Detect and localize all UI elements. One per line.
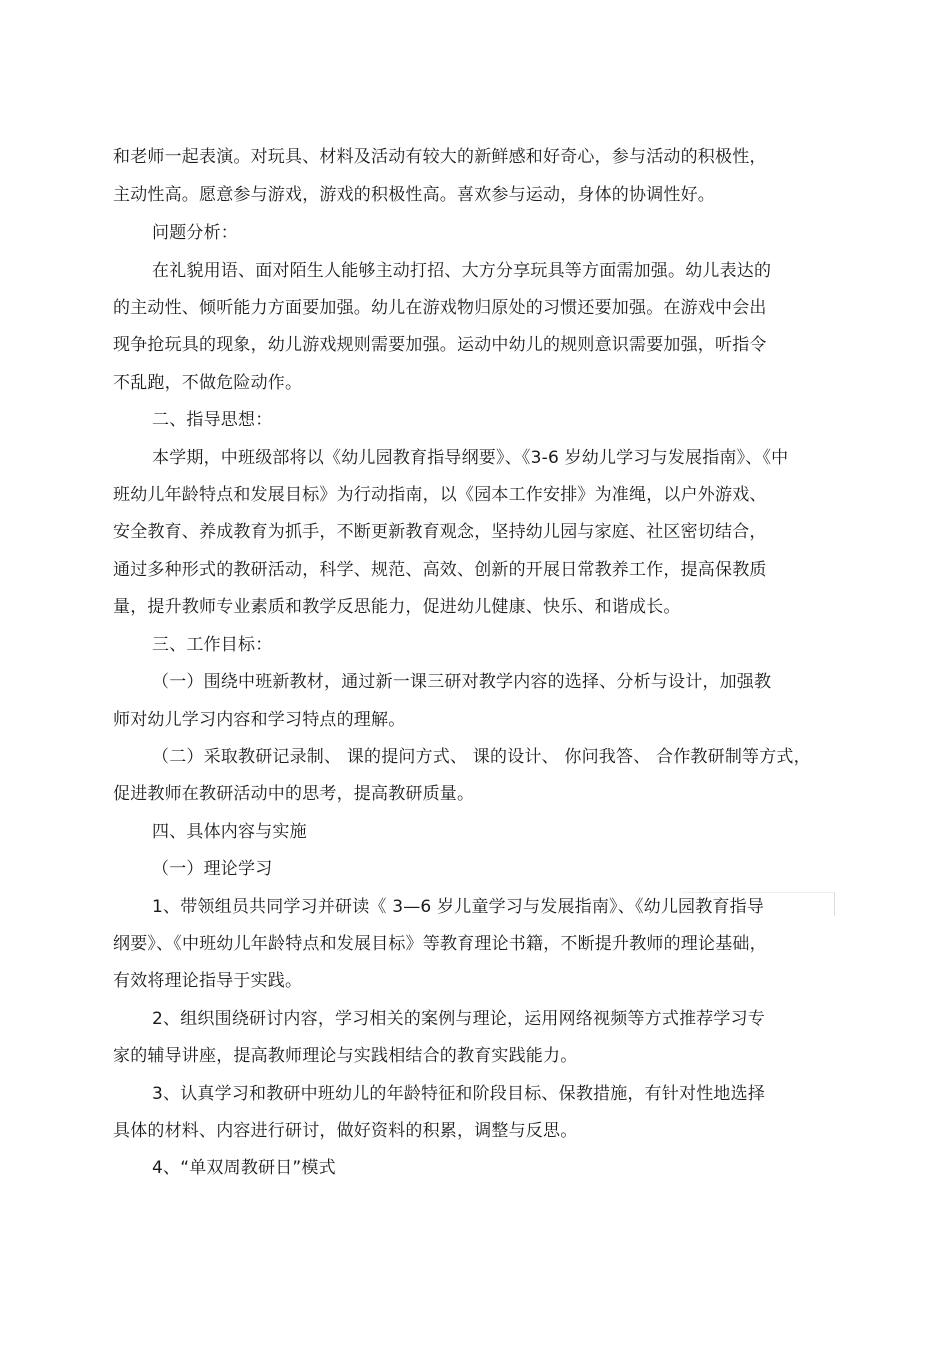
text-line: 通过多种形式的教研活动，科学、规范、高效、创新的开展日常教养工作，提高保教质 — [113, 560, 767, 580]
text-line: 1、带领组员共同学习并研读《 3—6 岁儿童学习与发展指南》、《幼儿园教育指导 — [152, 897, 765, 917]
text-line: 安全教育、养成教育为抓手，不断更新教育观念，坚持幼儿园与家庭、社区密切结合， — [113, 522, 767, 542]
text-line: 主动性高。愿意参与游戏，游戏的积极性高。喜欢参与运动，身体的协调性好。 — [113, 185, 715, 205]
text-line: 在礼貌用语、面对陌生人能够主动打招、大方分享玩具等方面需加强。幼儿表达的 — [152, 261, 772, 281]
text-line: 促进教师在教研活动中的思考，提高教研质量。 — [113, 784, 475, 804]
text-line: 本学期，中班级部将以《幼儿园教育指导纲要》、《3-6 岁幼儿学习与发展指南》、《中 — [152, 448, 789, 468]
text-line: （一）围绕中班新教材，通过新一课三研对教学内容的选择、分析与设计，加强教 — [152, 672, 772, 692]
text-line: 和老师一起表演。对玩具、材料及活动有较大的新鲜感和好奇心，参与活动的积极性， — [113, 147, 767, 167]
text-line: 4、“单双周教研日”模式 — [152, 1158, 336, 1178]
text-line: 纲要》、《中班幼儿年龄特点和发展目标》等教育理论书籍，不断提升教师的理论基础， — [113, 934, 767, 954]
text-line: 2、组织围绕研讨内容，学习相关的案例与理论，运用网络视频等方式推荐学习专 — [152, 1009, 766, 1029]
text-line: 量，提升教师专业素质和教学反思能力，促进幼儿健康、快乐、和谐成长。 — [113, 597, 681, 617]
text-line: 现争抢玩具的现象，幼儿游戏规则需要加强。运动中幼儿的规则意识需要加强，听指令 — [113, 335, 767, 355]
subsection-heading: （一）理论学习 — [152, 859, 273, 879]
text-line: 不乱跑，不做危险动作。 — [113, 373, 303, 393]
section-heading: 四、具体内容与实施 — [152, 822, 307, 842]
text-line: 3、认真学习和教研中班幼儿的年龄特征和阶段目标、保教措施，有针对性地选择 — [152, 1084, 766, 1104]
section-heading: 问题分析： — [152, 223, 238, 243]
text-line: 师对幼儿学习内容和学习特点的理解。 — [113, 710, 406, 730]
text-line: 家的辅导讲座，提高教师理论与实践相结合的教育实践能力。 — [113, 1046, 578, 1066]
text-line: （二）采取教研记录制、 课的提问方式、 课的设计、 你问我答、 合作教研制等方式， — [152, 747, 811, 767]
text-line: 班幼儿年龄特点和发展目标》为行动指南，以《园本工作安排》为准绳，以户外游戏、 — [113, 485, 767, 505]
section-heading: 二、指导思想： — [152, 410, 273, 430]
section-heading: 三、工作目标： — [152, 635, 273, 655]
text-line: 具体的材料、内容进行研讨，做好资料的积累，调整与反思。 — [113, 1121, 578, 1141]
text-line: 的主动性、倾听能力方面要加强。幼儿在游戏物归原处的习惯还要加强。在游戏中会出 — [113, 298, 767, 318]
text-line: 有效将理论指导于实践。 — [113, 971, 303, 991]
